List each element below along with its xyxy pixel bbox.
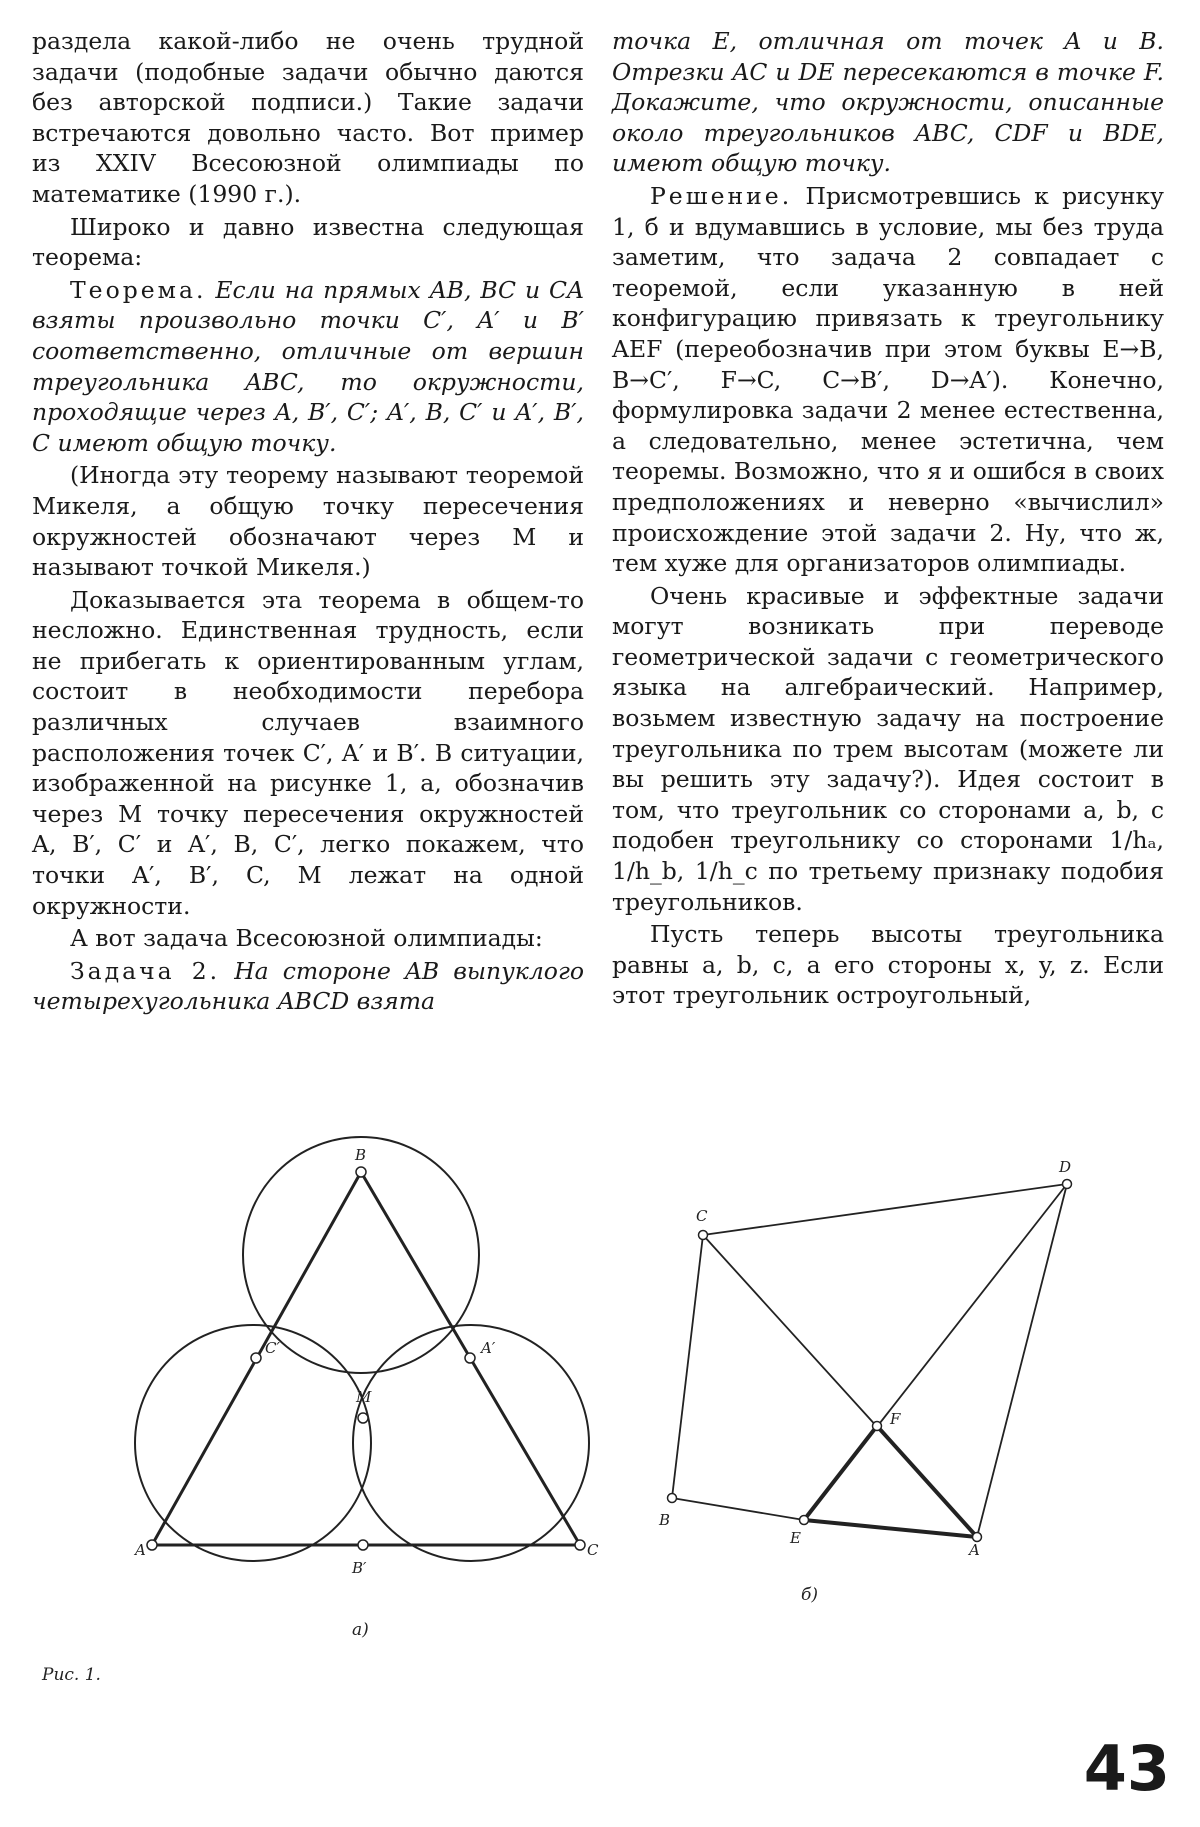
left-paragraph-3: (Иногда эту теорему называют теоремой Микеля, а общую точку пересечения окружностей обозначают через M и называют точкой Микеля.) [32,461,584,582]
point-c [575,1540,585,1550]
point-b [356,1167,366,1177]
left-paragraph-2: Широко и давно известна следующая теорема: [32,212,584,272]
label-a: A [969,1541,980,1559]
point-d [1063,1180,1072,1189]
point-c [699,1231,708,1240]
left-paragraph-5: А вот задача Всесоюзной олимпиады: [70,924,543,953]
thick-ea [804,1520,977,1537]
problem-text: На стороне AB выпуклого четырехугольника ABCD взята [32,956,584,1016]
left-paragraph-4: Доказывается эта теорема в общем-то несложно. Единственная трудность, если не прибегать к ориентированным углам, состоит в необходимости перебора различных случаев взаимного расположения точек C′, A′ и B′. В ситуации, изображенной на рисунке 1, а, обозначив через M точку пересечения окружностей A, B′, C′ и A′, B, C′, легко покажем, что точки A′, B′, C, M лежат на одной окружности. [32,585,584,920]
solution-paragraph [612,181,1164,579]
label-b1: B′ [352,1559,367,1577]
label-m: M [356,1388,372,1406]
label-a1: A′ [481,1339,496,1357]
side-cd [703,1184,1067,1235]
theorem-paragraph [32,275,584,459]
label-e: E [790,1529,801,1547]
label-a: A [135,1541,146,1559]
point-e [800,1516,809,1525]
point-b [668,1494,677,1503]
solution-text: Присмотревшись к рисунку 1, б и вдумавшись в условие, мы без труда заметим, что задача 2 совпадает с теоремой, если указанную в ней конфигурацию привязать к треугольнику AEF (переобозначив при этом буквы E→B, B→C′, F→C, C→B′, D→A′). Конечно, формулировка задачи 2 менее естественна, а следовательно, менее эстетична, чем теоремы. Возможно, что я и ошибся в своих предположениях и неверно «вычислил» происхождение этой задачи 2. Ну, что ж, тем хуже для организаторов олимпиады. [612,181,1164,578]
thick-fa [877,1426,977,1537]
label-c: C [587,1541,599,1559]
right-paragraph-2: Очень красивые и эффектные задачи могут возникать при переводе геометрической задачи с геометрического языка на алгебраический. Например, возьмем известную задачу на построение треугольника по трем высотам (можете ли вы решить эту задачу?). Идея состоит в том, что треугольник со сторонами a, b, c подобен треугольнику со сторонами 1/hₐ, 1/h_b, 1/h_c по третьему признаку подобия треугольников. [612,581,1164,916]
label-d: D [1059,1158,1072,1176]
label-b: B [659,1511,671,1529]
figure-a-caption: а) [352,1620,369,1640]
side-be [672,1498,804,1520]
problem-paragraph [32,956,584,1017]
left-column [32,26,584,1019]
label-b: B [355,1146,367,1164]
right-column [612,26,1164,1013]
left-paragraph-1: раздела какой-либо не очень трудной задачи (подобные задачи обычно даются без авторской подписи.) Такие задачи встречаются довольно часто. Вот пример из XXIV Всесоюзной олимпиады по математике (1990 г.). [32,27,584,208]
label-f: F [890,1410,901,1428]
thick-ef [804,1426,877,1520]
solution-label: Решение. [650,181,793,210]
page-number: 43 [1083,1732,1170,1805]
figures [0,1100,1200,1720]
figure-a-labels [133,1146,599,1640]
label-c: C [696,1207,708,1225]
figure-caption: Рис. 1. [42,1665,101,1685]
problem-continuation: точка E, отличная от точек A и B. Отрезки AC и DE пересекаются в точке F. Докажите, что окружности, описанные около треугольников ABC, CDF и BDE, имеют общую точку. [612,27,1164,178]
figure-b-caption: б) [801,1585,819,1605]
right-paragraph-3: Пусть теперь высоты треугольника равны a, b, c, а его стороны x, y, z. Если этот треугольник остроугольный, [612,920,1164,1010]
label-c1: C′ [265,1339,280,1357]
theorem-label: Теорема. [70,275,207,304]
point-m [358,1413,368,1423]
point-b1 [358,1540,368,1550]
point-c1 [251,1353,261,1363]
side-da [977,1184,1067,1537]
figure-a [135,1137,589,1561]
point-a1 [465,1353,475,1363]
point-a [147,1540,157,1550]
problem-label: Задача 2. [70,956,221,985]
figure-b-labels [658,1158,1071,1605]
point-f [873,1422,882,1431]
theorem-text: Если на прямых AB, BC и CA взяты произвольно точки C′, A′ и B′ соответственно, отличные от вершин треугольника ABC, то окружности, проходящие через A, B′, C′; A′, B, C′ и A′, B′, C имеют общую точку. [32,275,584,457]
figure-b [668,1180,1072,1542]
side-bc [672,1235,703,1498]
